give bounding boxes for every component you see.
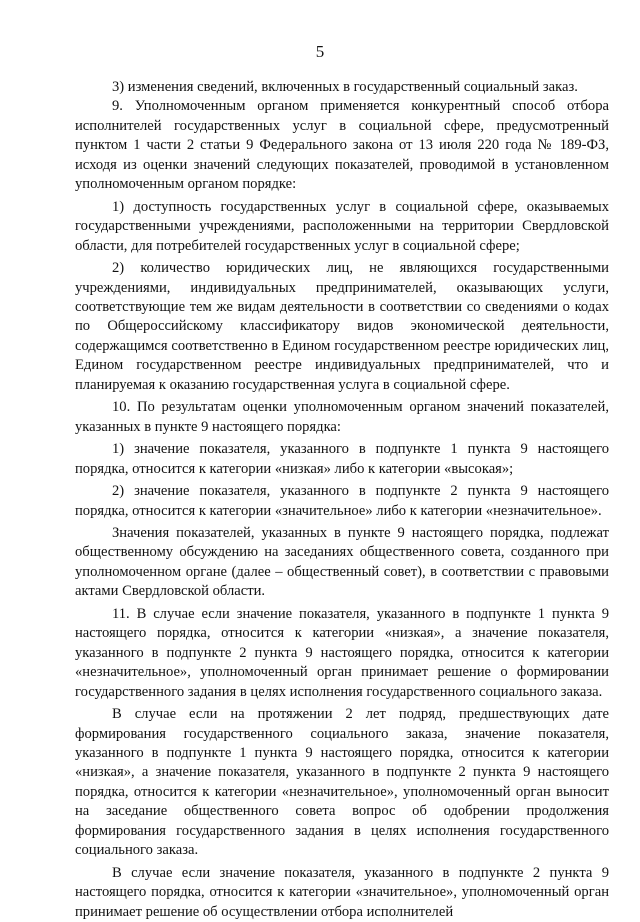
paragraph-clause-10-subitem-1: 1) значение показателя, указанного в подпункте 1 пункта 9 настоящего порядка, относится к категории «низкая» либо к категории «высокая»;	[75, 441, 609, 477]
paragraph-indicator-values: Значения показателей, указанных в пункте 9 настоящего порядка, подлежат общественному обсуждению на заседаниях общественного совета, созданного при уполномоченном органе (далее – общественный совет), в соответствии с правовыми актами Свердловской области.	[75, 524, 609, 600]
paragraph-clause-10-subitem-2: 2) значение показателя, указанного в подпункте 2 пункта 9 настоящего порядка, относится к категории «значительное» либо к категории «незначительное».	[75, 483, 609, 519]
paragraph-subitem-2: 2) количество юридических лиц, не являющихся государственными учреждениями, индивидуальных предпринимателей, оказывающих услуги, соответствующие тем же видам деятельности в соответствии со сведениями о кодах по Общероссийскому классификатору видов экономической деятельности, содержащимся соответственно в Едином государственном реестре юридических лиц, Едином государственном реестре индивидуальных предпринимателей, что и планируемая к оказанию государственная услуга в социальной сфере.	[75, 260, 609, 393]
paragraph-item-3: 3) изменения сведений, включенных в государственный социальный заказ.	[112, 79, 578, 95]
paragraph-clause-10: 10. По результатам оценки уполномоченным органом значений показателей, указанных в пункте 9 настоящего порядка:	[75, 399, 609, 435]
paragraph-clause-11: 11. В случае если значение показателя, указанного в подпункте 1 пункта 9 настоящего порядка, относится к категории «низкая», а значение показателя, указанного в подпункте 2 пункта 9 настоящего порядка, относится к категории «незначительное», уполномоченный орган принимает решение о формировании государственного задания в целях исполнения государственного социального заказа.	[75, 605, 609, 700]
paragraph-subitem-1: 1) доступность государственных услуг в социальной сфере, оказываемых государственными учреждениями, расположенными на территории Свердловской области, для потребителей государственных услуг в социальной сфере;	[75, 198, 609, 254]
document-body	[75, 78, 609, 922]
paragraph-significant-case: В случае если значение показателя, указанного в подпункте 2 пункта 9 настоящего порядка, относится к категории «значительное», уполномоченный орган принимает решение об осуществлении отбора исполнителей	[75, 864, 609, 920]
paragraph-two-years-case: В случае если на протяжении 2 лет подряд, предшествующих дате формирования государственного социального заказа, значение показателя, указанного в подпункте 1 пункта 9 настоящего порядка, относится к категории «низкая», а значение показателя, указанного в подпункте 2 пункта 9 настоящего порядка, относится к категории «незначительное», уполномоченный орган выносит на заседание общественного совета вопрос об одобрении продолжения формирования государственного задания в целях исполнения государственного социального заказа.	[75, 706, 609, 859]
page-number: 5	[315, 42, 325, 61]
paragraph-clause-9: 9. Уполномоченным органом применяется конкурентный способ отбора исполнителей государственных услуг в социальной сфере, предусмотренный пунктом 1 части 2 статьи 9 Федерального закона от 13 июля 220 года № 189-ФЗ, исходя из оценки значений следующих показателей, проводимой в установленном уполномоченным органом порядке:	[75, 98, 609, 193]
